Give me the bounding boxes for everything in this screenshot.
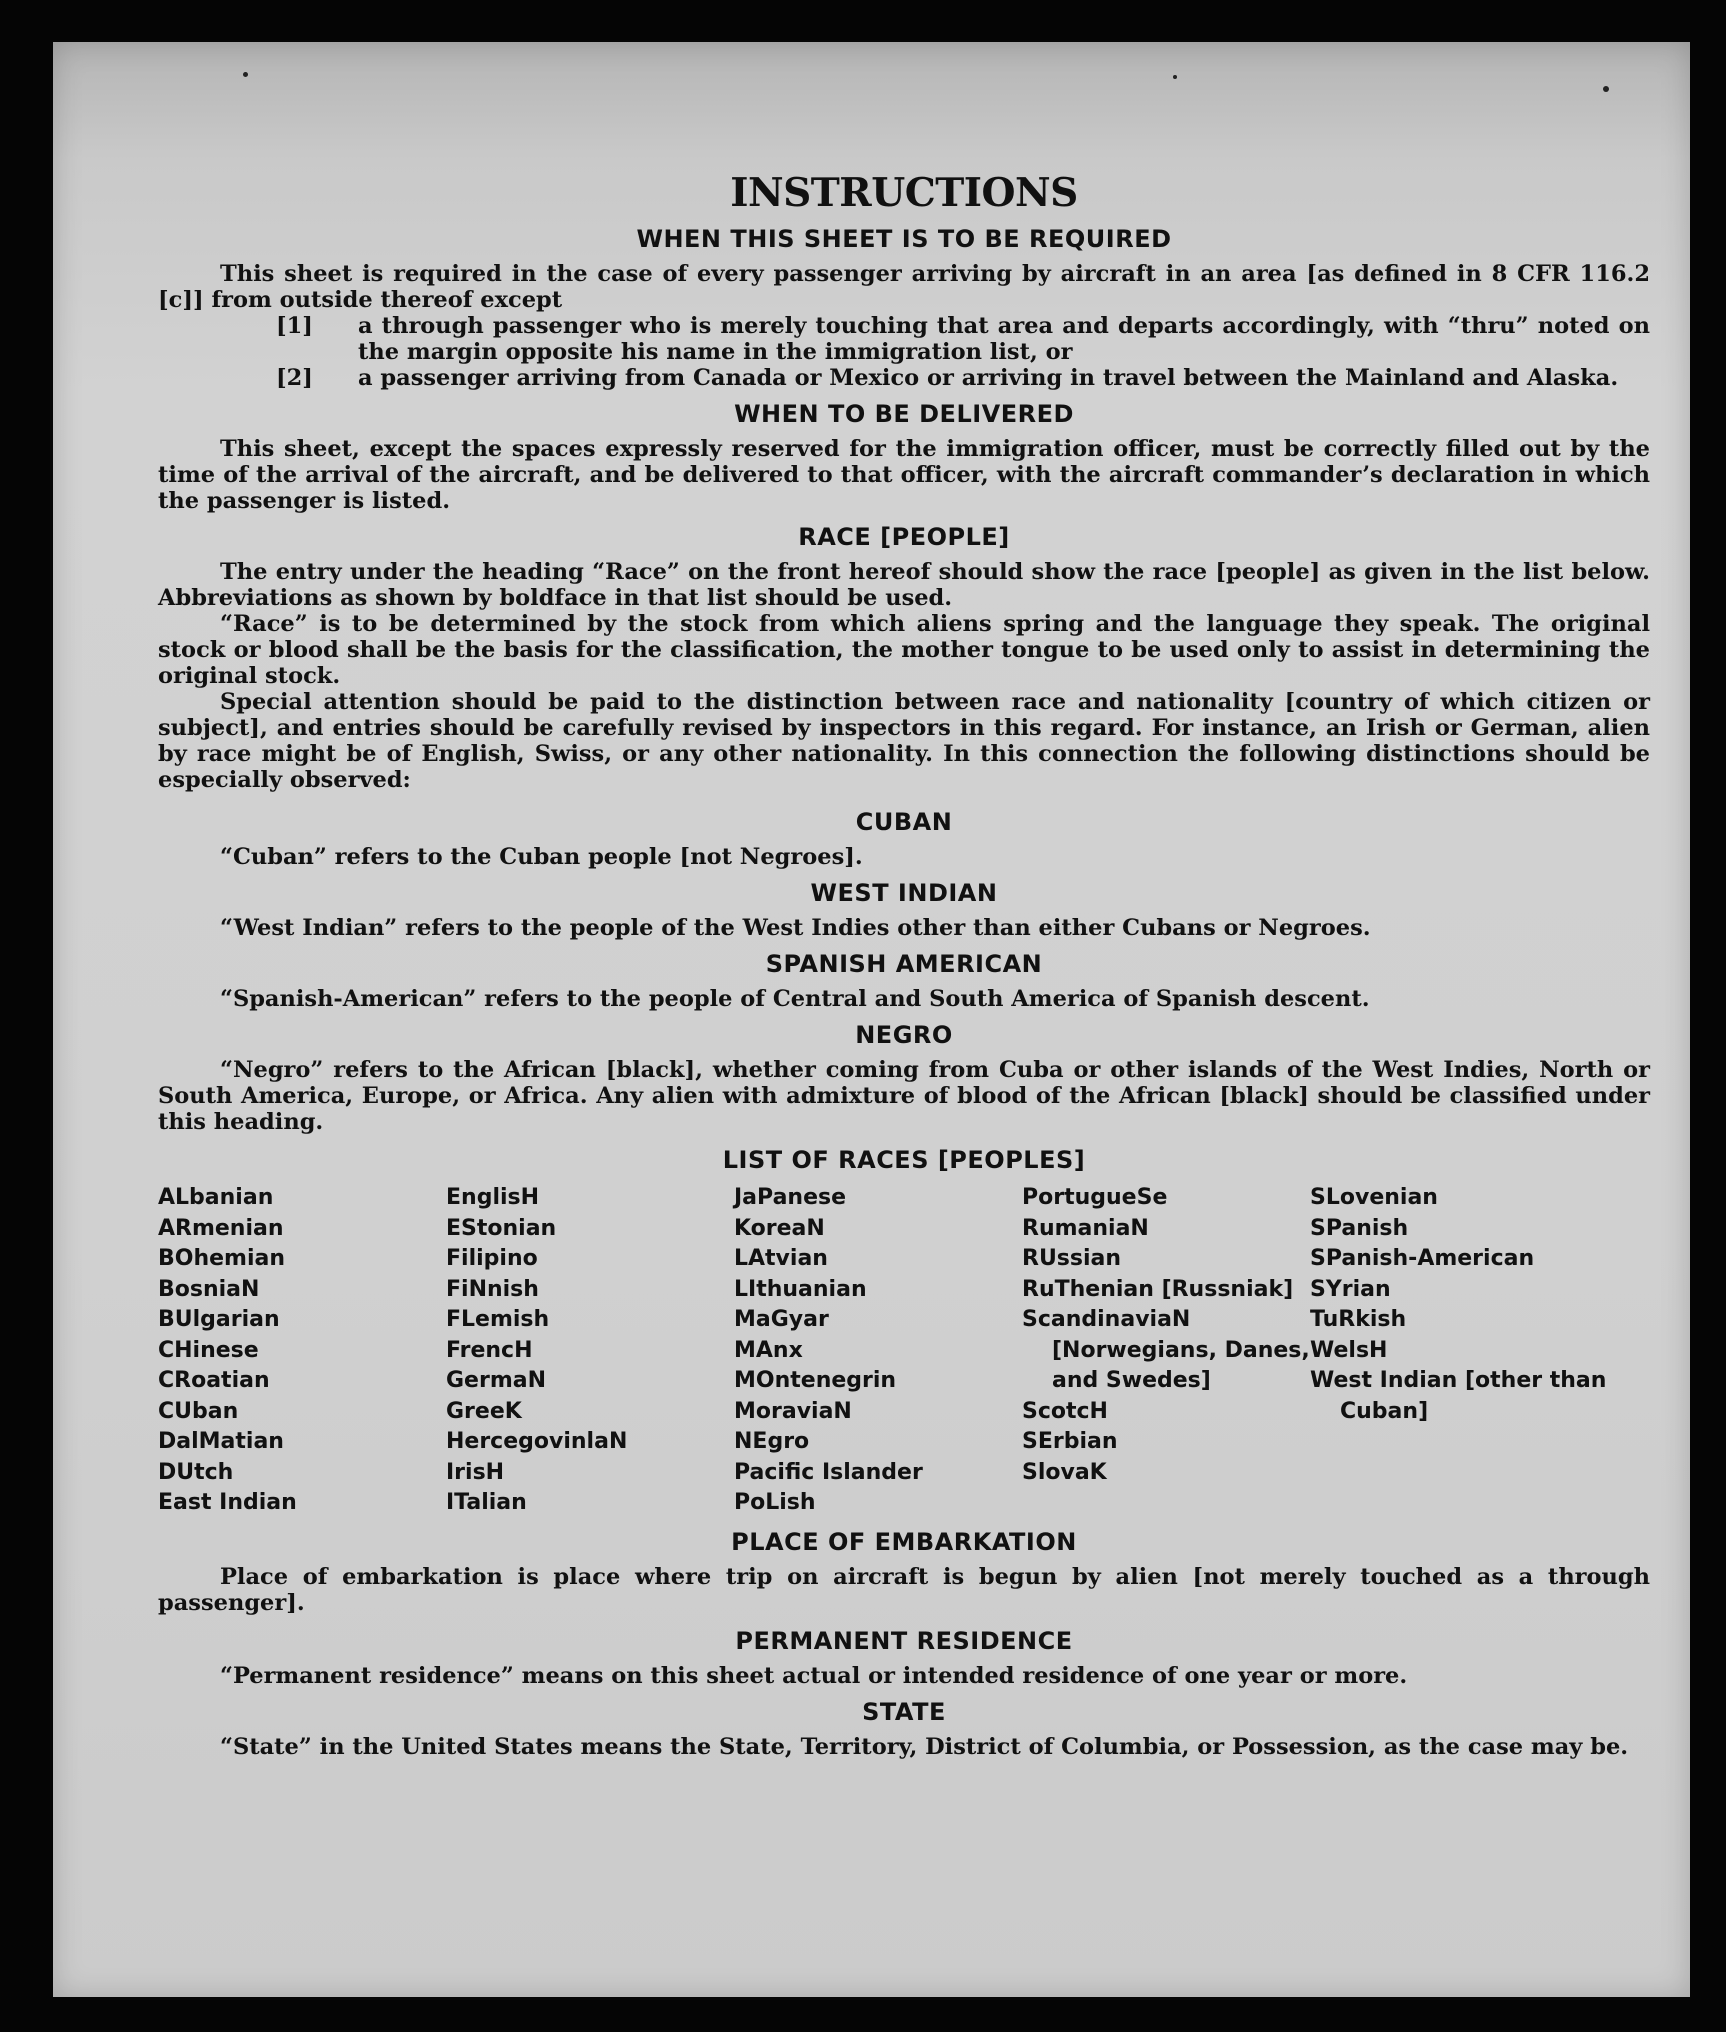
race-item: FiNnish <box>446 1276 539 1302</box>
exception-item <box>276 365 1650 391</box>
exception-item <box>276 313 1650 365</box>
heading-spanish-american: SPANISH AMERICAN <box>765 950 1043 978</box>
race-item: BUlgarian <box>158 1307 280 1332</box>
race-item: West Indian [other than Cuban] <box>1310 1368 1607 1424</box>
race-item: SLovenian <box>1310 1185 1438 1210</box>
race-item: HercegovinlaN <box>446 1429 628 1454</box>
heading-cuban: CUBAN <box>855 808 953 836</box>
race-item: DUtch <box>158 1459 234 1485</box>
race-item: DalMatian <box>158 1429 284 1454</box>
race-item: KoreaN <box>734 1215 825 1241</box>
race-item: CHinese <box>158 1337 259 1363</box>
races-column <box>1022 1183 1310 1519</box>
race-item: TuRkish <box>1310 1307 1407 1332</box>
races-column <box>734 1183 1022 1519</box>
exception-text: a passenger arriving from Canada or Mexico or arriving in travel between the Mainland and Alaska. <box>358 365 1619 391</box>
race-item: ARmenian <box>158 1215 284 1241</box>
heading-when-delivered: WHEN TO BE DELIVERED <box>734 400 1074 428</box>
race-item: MOntenegrin <box>734 1368 897 1393</box>
exception-number: [2] <box>276 365 313 391</box>
race-item: NEgro <box>734 1429 810 1454</box>
race-item: MoraviaN <box>734 1398 852 1424</box>
when-required-text: This sheet is required in the case of every passenger arriving by aircraft in an area [as defined in 8 CFR 116.2 [c]] from outside thereof except <box>158 261 1650 313</box>
race-item: ScotcH <box>1022 1398 1108 1424</box>
embarkation-text: Place of embarkation is place where trip on aircraft is begun by alien [not merely touched as a through passenger]. <box>158 1563 1650 1616</box>
heading-race: RACE [PEOPLE] <box>798 523 1010 551</box>
race-item: Pacific Islander <box>734 1459 923 1485</box>
heading-state: STATE <box>862 1697 946 1726</box>
race-item: RuThenian [Russniak] <box>1022 1276 1294 1302</box>
heading-negro: NEGRO <box>855 1021 953 1049</box>
race-item: CRoatian <box>158 1368 270 1393</box>
race-item: SYrian <box>1310 1276 1391 1302</box>
negro-text: “Negro” refers to the African [black], whether coming from Cuba or other islands of the West Indies, North or South America, Europe, or Africa. Any alien with admixture of blood of the African [black] should be classified under this heading. <box>158 1057 1650 1135</box>
race-item: SPanish-American <box>1310 1246 1535 1271</box>
race-item: EStonian <box>446 1215 557 1241</box>
race-item: GreeK <box>446 1398 522 1424</box>
spanish-american-text: “Spanish-American” refers to the people of Central and South America of Spanish descent. <box>220 986 1370 1012</box>
race-paragraph: Special attention should be paid to the distinction between race and nationality [country of which citizen or subject], and entries should be carefully revised by inspectors in this regard. For instance, an Irish or German, alien by race might be of English, Swiss, or any other nationality. In this connection the following distinctions should be especially observed: <box>158 689 1650 793</box>
race-item: ITalian <box>446 1490 527 1515</box>
race-item: SlovaK <box>1022 1459 1107 1485</box>
race-item: SErbian <box>1022 1429 1118 1454</box>
heading-list-of-races: LIST OF RACES [PEOPLES] <box>722 1146 1086 1174</box>
race-item: MAnx <box>734 1337 803 1363</box>
race-item: East Indian <box>158 1490 297 1515</box>
race-item: JaPanese <box>734 1185 847 1210</box>
race-item: IrisH <box>446 1459 505 1485</box>
races-column <box>446 1183 734 1519</box>
race-paragraph: “Race” is to be determined by the stock from which aliens spring and the language they speak. The original stock or blood shall be the basis for the classification, the mother tongue to be used only to assist in determining the original stock. <box>158 611 1650 689</box>
permanent-residence-text: “Permanent residence” means on this sheet actual or intended residence of one year or more. <box>220 1662 1408 1689</box>
instructions-content <box>158 130 1650 1760</box>
speck-mark <box>1173 75 1177 79</box>
race-item: LAtvian <box>734 1246 828 1271</box>
heading-when-required: WHEN THIS SHEET IS TO BE REQUIRED <box>636 225 1172 253</box>
race-item: ScandinaviaN [Norwegians, Danes, and Swedes] <box>1022 1307 1310 1393</box>
cuban-text: “Cuban” refers to the Cuban people [not Negroes]. <box>220 844 863 870</box>
speck-mark <box>243 72 248 77</box>
heading-embarkation: PLACE OF EMBARKATION <box>731 1527 1077 1556</box>
race-item: GermaN <box>446 1368 547 1393</box>
race-item: CUban <box>158 1398 239 1424</box>
page-title: INSTRUCTIONS <box>730 170 1078 216</box>
race-item: FrencH <box>446 1337 533 1363</box>
exception-number: [1] <box>276 313 313 339</box>
race-item: PoLish <box>734 1490 816 1515</box>
west-indian-text: “West Indian” refers to the people of the West Indies other than either Cubans or Negroes. <box>220 915 1371 941</box>
race-item: SPanish <box>1310 1215 1409 1241</box>
race-item: EnglisH <box>446 1185 540 1210</box>
race-item: PortugueSe <box>1022 1185 1168 1210</box>
document-sheet <box>53 42 1690 1997</box>
race-item: ALbanian <box>158 1185 274 1210</box>
race-item: BosniaN <box>158 1276 260 1302</box>
state-text: “State” in the United States means the State, Territory, District of Columbia, or Possession, as the case may be. <box>220 1733 1629 1760</box>
race-item: BOhemian <box>158 1246 286 1271</box>
races-column <box>1310 1183 1610 1519</box>
race-item: RumaniaN <box>1022 1215 1149 1241</box>
heading-permanent-residence: PERMANENT RESIDENCE <box>735 1626 1073 1655</box>
race-paragraph: The entry under the heading “Race” on the front hereof should show the race [people] as given in the list below. Abbreviations as shown by boldface in that list should be used. <box>158 559 1650 611</box>
races-list <box>158 1183 1650 1519</box>
race-item: FLemish <box>446 1307 550 1332</box>
heading-west-indian: WEST INDIAN <box>810 879 998 907</box>
race-item: Filipino <box>446 1246 538 1271</box>
exception-text: a through passenger who is merely touching that area and departs accordingly, with “thru” noted on the margin opposite his name in the immigration list, or <box>358 313 1650 365</box>
race-item: MaGyar <box>734 1307 829 1332</box>
races-column <box>158 1183 446 1519</box>
when-delivered-text: This sheet, except the spaces expressly reserved for the immigration officer, must be correctly filled out by the time of the arrival of the aircraft, and be delivered to that officer, with the aircraft commander’s declaration in which the passenger is listed. <box>158 436 1650 514</box>
race-item: RUssian <box>1022 1246 1122 1271</box>
race-item: LIthuanian <box>734 1276 867 1302</box>
speck-mark <box>1603 86 1609 92</box>
race-item: WelsH <box>1310 1337 1388 1363</box>
